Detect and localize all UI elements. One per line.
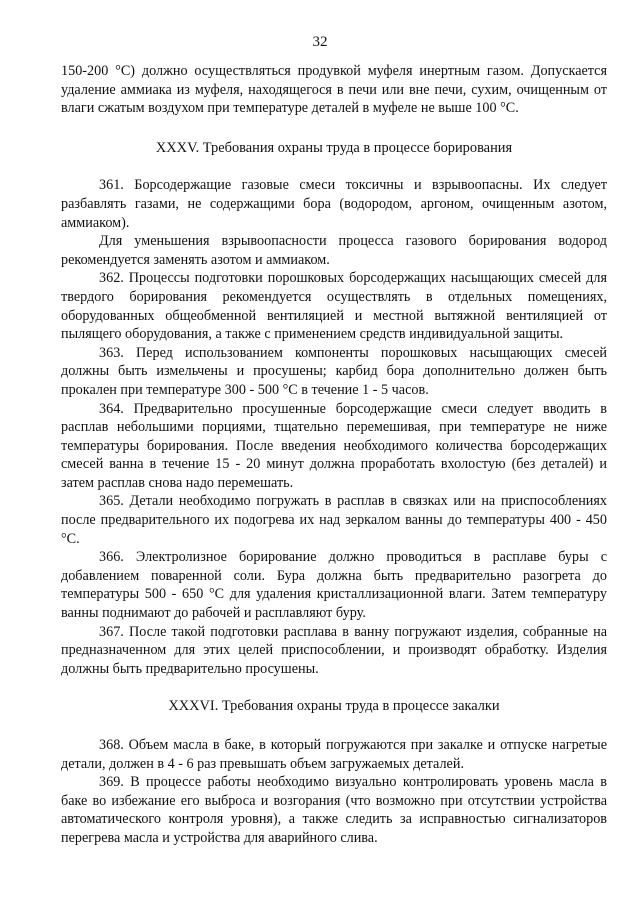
page-content bbox=[61, 62, 607, 848]
paragraph-369: 369. В процессе работы необходимо визуально контролировать уровень масла в баке во избежание его выброса и возгорания (что возможно при отсутствии устройства автоматического контроля уровня), а также следить за исправностью сигнализаторов перегрева масла и устройства для аварийного слива. bbox=[61, 774, 607, 846]
paragraph-368: 368. Объем масла в баке, в который погружаются при закалке и отпуске нагретые детали, должен в 4 - 6 раз превышать объем загружаемых деталей. bbox=[61, 737, 607, 772]
page-number: 32 bbox=[312, 34, 328, 50]
paragraph-361-note: Для уменьшения взрывоопасности процесса газового борирования водород рекомендуется заменять азотом и аммиаком. bbox=[61, 233, 607, 268]
paragraph-continued: 150-200 °С) должно осуществляться продувкой муфеля инертным газом. Допускается удаление аммиака из муфеля, находящегося в печи или вне печи, сухим, очищенным от влаги сжатым воздухом при температуре деталей в муфеле не выше 100 °С. bbox=[61, 63, 607, 117]
paragraph-365: 365. Детали необходимо погружать в расплав в связках или на приспособлениях после предварительного их подогрева их над зеркалом ванны до температуры 400 - 450 °С. bbox=[61, 493, 607, 547]
paragraph-367: 367. После такой подготовки расплава в ванну погружают изделия, собранные на предназначенном для этих целей приспособлении, и производят обработку. Изделия должны быть предварительно просушены. bbox=[61, 623, 607, 677]
paragraph-364: 364. Предварительно просушенные борсодержащие смеси следует вводить в расплав небольшими порциями, тщательно перемешивая, при температуре не ниже температуры борирования. После введения необходимого количества борсодержащих смесей ванна в течение 15 - 20 минут должна проработать вхолостую (без деталей) и затем расплав снова надо перемешать. bbox=[61, 400, 607, 491]
paragraph-363: 363. Перед использованием компоненты порошковых насыщающих смесей должны быть измельчены и просушены; карбид бора дополнительно должен быть прокален при температуре 300 - 500 °С в течение 1 - 5 часов. bbox=[61, 344, 607, 398]
paragraph-362: 362. Процессы подготовки порошковых борсодержащих насыщающих смесей для твердого борирования рекомендуется осуществлять в отдельных помещениях, оборудованных общеобменной вентиляцией и местной вытяжной вентиляцией от пылящего оборудования, а также с применением средств индивидуальной защиты. bbox=[61, 270, 607, 343]
section-heading-35: XXXV. Требования охраны труда в процессе борирования bbox=[155, 139, 513, 156]
paragraph-366: 366. Электролизное борирование должно проводиться в расплаве буры с добавлением поваренной соли. Бура должна быть предварительно разогрета до температуры 500 - 650 °С для удаления кристаллизационной влаги. Затем температуру ванны поднимают до рабочей и расплавляют буру. bbox=[61, 549, 607, 622]
paragraph-361: 361. Борсодержащие газовые смеси токсичны и взрывоопасны. Их следует разбавлять газами, не содержащими бора (водородом, аргоном, очищенным азотом, аммиаком). bbox=[61, 177, 607, 231]
section-heading-36: XXXVI. Требования охраны труда в процессе закалки bbox=[168, 698, 500, 715]
